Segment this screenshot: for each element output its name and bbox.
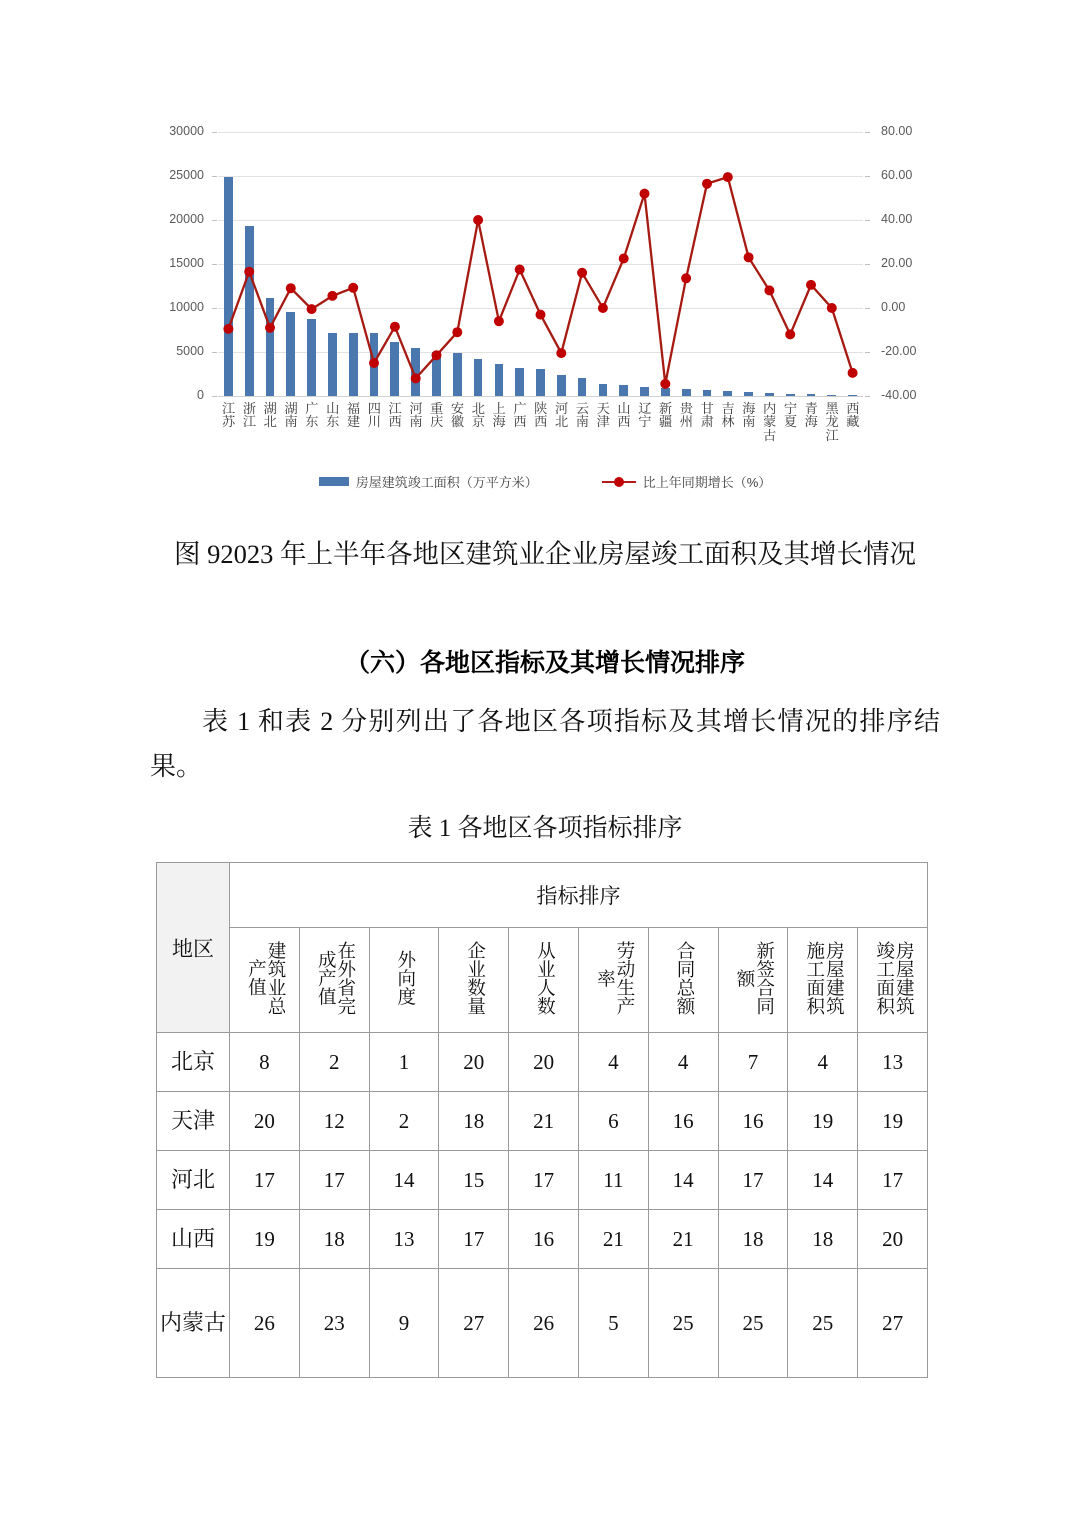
rank-cell: 21 (509, 1092, 579, 1151)
x-axis-tick-label: 新疆 (658, 401, 672, 430)
left-axis-tick (212, 132, 217, 133)
rank-cell: 6 (578, 1092, 648, 1151)
chart-bar (682, 389, 691, 396)
x-axis-tick-label: 辽宁 (638, 401, 651, 430)
rank-cell: 2 (369, 1092, 439, 1151)
chart-bar (640, 387, 649, 396)
right-axis-tick-label: 20.00 (881, 256, 913, 270)
left-axis-tick-label: 15000 (169, 256, 204, 270)
left-axis-tick-label: 0 (197, 388, 204, 402)
rank-table-container (156, 862, 928, 1378)
x-axis-tick-label: 吉林 (721, 401, 735, 430)
header-在外省完成产值 (299, 928, 369, 1033)
rank-cell: 4 (578, 1033, 648, 1092)
left-axis-tick (212, 176, 217, 177)
rank-cell: 1 (369, 1033, 439, 1092)
chart-bar (848, 395, 857, 396)
right-axis-tick (865, 132, 870, 133)
chart-bar (557, 375, 566, 396)
table-head-row-group (157, 863, 928, 928)
chart-bar (703, 390, 712, 396)
chart-bar (328, 333, 337, 396)
x-axis-tick-label: 海南 (742, 401, 755, 430)
header-label: 从业人数 (534, 940, 555, 1015)
section-heading: （六）各地区指标及其增长情况排序 (344, 650, 745, 677)
left-axis-tick (212, 264, 217, 265)
rank-cell: 7 (718, 1033, 788, 1092)
header-label: 外向度 (394, 950, 415, 1006)
chart-gridline (218, 396, 863, 397)
rank-cell: 18 (718, 1210, 788, 1269)
legend-item-line (602, 472, 772, 491)
chart-bar (432, 352, 441, 396)
chart-bar (599, 384, 608, 396)
figure-caption: 图 92023 年上半年各地区建筑业企业房屋竣工面积及其增长情况 (174, 539, 916, 569)
right-axis-tick-label: -20.00 (881, 344, 917, 358)
x-axis-tick-label: 宁夏 (783, 401, 797, 430)
rank-cell: 19 (788, 1092, 858, 1151)
rank-cell: 18 (299, 1210, 369, 1269)
x-axis-tick-label: 上海 (492, 401, 506, 430)
body-paragraph: 表 1 和表 2 分别列出了各地区各项指标及其增长情况的排序结果。 (150, 707, 940, 781)
rank-cell: 27 (858, 1269, 928, 1378)
table-head (157, 863, 928, 1033)
right-axis-tick (865, 308, 870, 309)
chart-gridline (218, 176, 863, 177)
legend-label-bar: 房屋建筑竣工面积（万平方米） (355, 475, 538, 490)
chart-bar (515, 368, 524, 396)
chart-gridline (218, 132, 863, 133)
left-axis-tick-label: 5000 (176, 344, 204, 358)
right-axis-tick (865, 352, 870, 353)
chart-bar (536, 369, 545, 396)
header-label: 建筑业总产值 (245, 940, 285, 1015)
x-axis-tick-label: 安徽 (450, 401, 464, 430)
table-row (157, 1210, 928, 1269)
chart-bar (765, 393, 774, 396)
rank-cell: 18 (439, 1092, 509, 1151)
chart-bar (807, 394, 816, 396)
header-label: 在外省完成产值 (315, 940, 355, 1015)
rank-cell: 16 (509, 1210, 579, 1269)
table-title: 表 1 各地区各项指标排序 (407, 815, 683, 842)
x-axis-tick-label: 浙江 (242, 401, 256, 430)
x-axis-tick-label: 甘肃 (700, 401, 714, 430)
left-axis-tick (212, 352, 217, 353)
rank-cell: 20 (230, 1092, 300, 1151)
chart-canvas (218, 132, 863, 396)
rank-cell: 15 (439, 1151, 509, 1210)
header-房屋建筑施工面积 (788, 928, 858, 1033)
bar-swatch-icon (319, 477, 349, 486)
rank-cell: 19 (858, 1092, 928, 1151)
chart-bar (453, 353, 462, 396)
rank-cell: 14 (788, 1151, 858, 1210)
chart-bar (266, 298, 275, 396)
x-axis-tick-label: 湖南 (284, 401, 298, 430)
x-axis-tick-label: 天津 (596, 401, 610, 430)
row-region-cell: 山西 (157, 1210, 230, 1269)
row-region-cell: 天津 (157, 1092, 230, 1151)
rank-cell: 9 (369, 1269, 439, 1378)
x-axis-tick-label: 四川 (367, 401, 381, 430)
rank-table (156, 862, 928, 1378)
right-axis-tick-label: 80.00 (881, 124, 913, 138)
chart-plot-area (150, 120, 940, 443)
chart-bar (245, 226, 254, 396)
x-axis-tick-label: 江西 (388, 401, 402, 430)
rank-cell: 17 (509, 1151, 579, 1210)
x-axis-tick-label: 西藏 (846, 401, 859, 430)
rank-cell: 12 (299, 1092, 369, 1151)
left-axis-tick-label: 30000 (169, 124, 204, 138)
x-axis-tick-label: 山西 (617, 401, 631, 430)
header-企业数量 (439, 928, 509, 1033)
chart-bar (827, 395, 836, 396)
rank-cell: 21 (578, 1210, 648, 1269)
rank-cell: 16 (718, 1092, 788, 1151)
rank-cell: 25 (648, 1269, 718, 1378)
x-axis-tick-label: 黑龙江 (825, 401, 839, 443)
right-axis-tick-label: -40.00 (881, 388, 917, 402)
chart-bar (619, 385, 628, 396)
rank-cell: 20 (858, 1210, 928, 1269)
header-label: 企业数量 (464, 940, 485, 1015)
x-axis-tick-label: 广西 (513, 401, 527, 430)
rank-cell: 20 (509, 1033, 579, 1092)
chart-bar (286, 312, 295, 396)
rank-cell: 26 (230, 1269, 300, 1378)
header-从业人数 (509, 928, 579, 1033)
chart-legend (150, 472, 940, 491)
header-label: 合同总额 (673, 940, 694, 1015)
right-axis-tick (865, 220, 870, 221)
header-label: 劳动生产率 (594, 940, 634, 1015)
rank-cell: 11 (578, 1151, 648, 1210)
table-row (157, 1092, 928, 1151)
right-axis-tick (865, 176, 870, 177)
header-外向度 (369, 928, 439, 1033)
table-row (157, 1269, 928, 1378)
rank-cell: 13 (858, 1033, 928, 1092)
header-房屋建筑竣工面积 (858, 928, 928, 1033)
table-body (157, 1033, 928, 1378)
rank-cell: 25 (788, 1269, 858, 1378)
rank-cell: 17 (858, 1151, 928, 1210)
header-建筑业总产值 (230, 928, 300, 1033)
header-新签合同额 (718, 928, 788, 1033)
x-axis-tick-label: 河北 (554, 401, 568, 430)
chart-bar (495, 364, 504, 396)
rank-cell: 17 (299, 1151, 369, 1210)
right-axis-tick (865, 396, 870, 397)
chart-gridline (218, 220, 863, 221)
rank-cell: 19 (230, 1210, 300, 1269)
x-axis-tick-label: 河南 (409, 401, 422, 430)
figure-9-chart (150, 120, 940, 520)
chart-bar (411, 348, 420, 396)
chart-bar (370, 333, 379, 396)
x-axis-tick-label: 云南 (575, 401, 589, 430)
rank-cell: 2 (299, 1033, 369, 1092)
line-swatch-icon (602, 477, 636, 487)
rank-cell: 23 (299, 1269, 369, 1378)
chart-gridline (218, 308, 863, 309)
x-axis-tick-label: 江苏 (222, 401, 235, 430)
rank-cell: 20 (439, 1033, 509, 1092)
rank-cell: 4 (648, 1033, 718, 1092)
x-axis-tick-label: 青海 (804, 401, 818, 430)
chart-bar (578, 378, 587, 396)
rank-cell: 17 (230, 1151, 300, 1210)
left-axis-tick (212, 308, 217, 309)
header-label: 房屋建筑施工面积 (803, 940, 844, 1015)
chart-bar (723, 391, 732, 396)
x-axis-tick-label: 内蒙古 (763, 401, 776, 443)
rank-cell: 17 (718, 1151, 788, 1210)
header-label: 房屋建筑竣工面积 (873, 940, 914, 1015)
header-indicator-group: 指标排序 (230, 863, 928, 928)
chart-gridline (218, 264, 863, 265)
row-region-cell: 北京 (157, 1033, 230, 1092)
rank-cell: 16 (648, 1092, 718, 1151)
legend-item-bar (319, 472, 538, 491)
x-axis-tick-label: 陕西 (534, 401, 547, 430)
header-label: 新签合同额 (733, 940, 774, 1015)
header-合同总额 (648, 928, 718, 1033)
left-axis-tick-label: 10000 (169, 300, 204, 314)
chart-bar (661, 388, 670, 396)
left-axis-tick (212, 396, 217, 397)
table-row (157, 1033, 928, 1092)
rank-cell: 13 (369, 1210, 439, 1269)
rank-cell: 26 (509, 1269, 579, 1378)
rank-cell: 14 (369, 1151, 439, 1210)
rank-cell: 5 (578, 1269, 648, 1378)
right-axis-tick (865, 264, 870, 265)
table-head-row-columns (157, 928, 928, 1033)
chart-bar (307, 319, 316, 396)
rank-cell: 14 (648, 1151, 718, 1210)
header-region: 地区 (157, 863, 230, 1033)
rank-cell: 27 (439, 1269, 509, 1378)
x-axis-tick-label: 北京 (471, 401, 485, 430)
x-axis-tick-label: 贵州 (679, 401, 693, 430)
x-axis-tick-label: 山东 (326, 401, 339, 430)
rank-cell: 8 (230, 1033, 300, 1092)
rank-cell: 18 (788, 1210, 858, 1269)
header-劳动生产率 (578, 928, 648, 1033)
right-axis-tick-label: 40.00 (881, 212, 913, 226)
row-region-cell: 内蒙古 (157, 1269, 230, 1378)
right-axis-tick-label: 60.00 (881, 168, 913, 182)
x-axis-tick-label: 重庆 (430, 401, 443, 430)
chart-bar (390, 342, 399, 396)
legend-label-line: 比上年同期增长（%） (642, 475, 772, 490)
chart-bar (349, 333, 358, 396)
rank-cell: 25 (718, 1269, 788, 1378)
chart-bar (744, 392, 753, 396)
x-axis-tick-label: 湖北 (263, 401, 277, 430)
row-region-cell: 河北 (157, 1151, 230, 1210)
rank-cell: 4 (788, 1033, 858, 1092)
chart-bar (786, 394, 795, 396)
chart-bar (224, 177, 233, 396)
right-axis-tick-label: 0.00 (881, 300, 906, 314)
x-axis-tick-label: 广东 (305, 401, 318, 430)
left-axis-tick-label: 20000 (169, 212, 204, 226)
x-axis-tick-label: 福建 (346, 401, 360, 430)
table-row (157, 1151, 928, 1210)
chart-bar (474, 359, 483, 396)
left-axis-tick (212, 220, 217, 221)
rank-cell: 17 (439, 1210, 509, 1269)
rank-cell: 21 (648, 1210, 718, 1269)
left-axis-tick-label: 25000 (169, 168, 204, 182)
